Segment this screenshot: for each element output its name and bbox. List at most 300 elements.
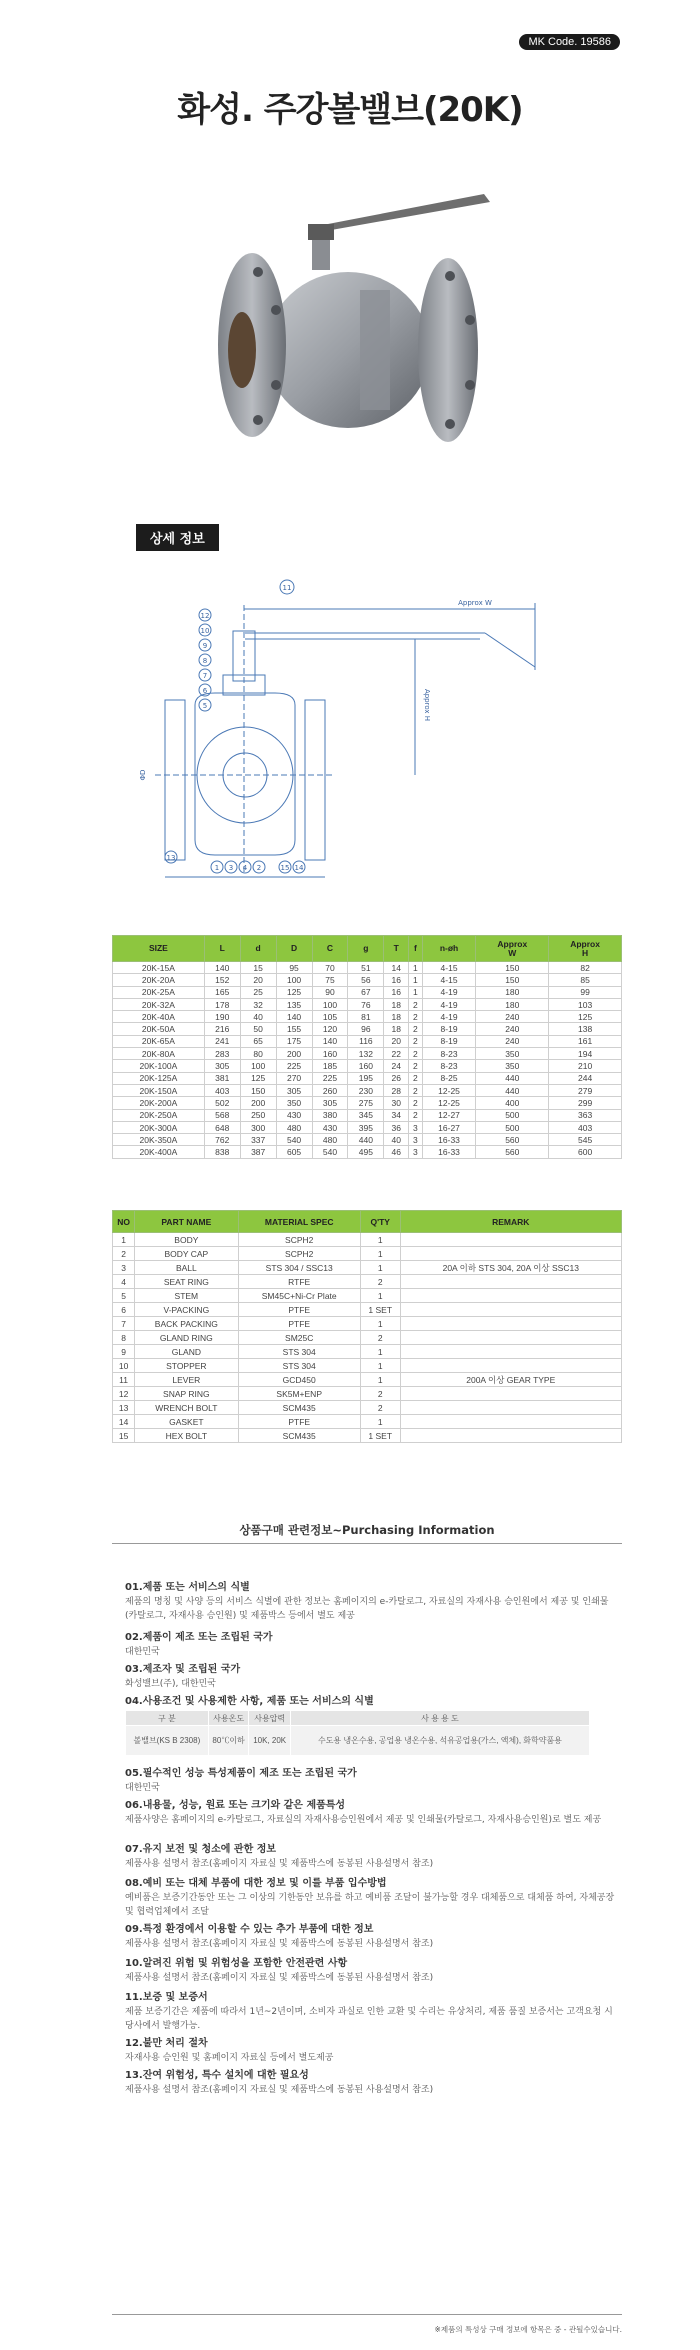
callout-15: 15 [280,864,290,872]
dim-cell: 120 [312,1023,348,1035]
dim-cell: 138 [549,1023,622,1035]
info-item-body: 화성밸브(주), 대한민국 [125,1679,216,1689]
dim-cell: 279 [549,1084,622,1096]
dim-cell: 34 [384,1109,409,1121]
part-header-cell: Q'TY [360,1211,400,1233]
dim-cell: 132 [348,1048,384,1060]
dim-table-row [113,1072,622,1084]
dim-cell: 46 [384,1146,409,1158]
part-cell: STS 304 / SSC13 [238,1261,360,1275]
dim-table-row [113,1097,622,1109]
dim-cell: 16-33 [422,1146,476,1158]
dim-cell: 8-19 [422,1023,476,1035]
dim-cell: 225 [276,1060,312,1072]
dim-cell: 2 [409,1011,423,1023]
dim-cell: 210 [549,1060,622,1072]
dim-cell: 230 [348,1084,384,1096]
callout-14: 14 [294,864,304,872]
use-cell: 볼밸브(KS B 2308) [126,1726,209,1756]
dim-cell: 216 [204,1023,240,1035]
dim-cell: 20K-100A [113,1060,205,1072]
part-cell: STS 304 [238,1345,360,1359]
dim-cell: 140 [204,962,240,974]
dim-cell: 105 [312,1011,348,1023]
part-cell: LEVER [135,1373,238,1387]
part-table-row [113,1401,622,1415]
part-cell: 8 [113,1331,135,1345]
use-header-cell: 사용온도 [208,1711,249,1726]
part-cell [400,1359,621,1373]
part-cell: 1 [360,1289,400,1303]
part-table-row [113,1247,622,1261]
part-cell: STS 304 [238,1359,360,1373]
dim-cell: 4-19 [422,986,476,998]
dim-table-row [113,986,622,998]
part-table-row [113,1429,622,1443]
dim-cell: 32 [240,998,276,1010]
part-table-row [113,1331,622,1345]
part-cell [400,1275,621,1289]
part-header-cell: REMARK [400,1211,621,1233]
info-item [125,1920,615,1951]
dim-cell: 400 [476,1097,549,1109]
callout-2: 2 [256,864,262,872]
dim-cell: 75 [312,974,348,986]
dim-cell: 15 [240,962,276,974]
dim-header-cell: g [348,936,384,962]
use-cell: 수도용 냉온수용, 공업용 냉온수용, 석유공업용(가스, 액체), 화학약품용 [290,1726,589,1756]
dim-cell: 8-23 [422,1060,476,1072]
dim-cell: 14 [384,962,409,974]
dim-cell: 250 [240,1109,276,1121]
part-cell: BODY [135,1233,238,1247]
part-cell: 200A 이상 GEAR TYPE [400,1373,621,1387]
dim-cell: 165 [204,986,240,998]
dim-cell: 430 [276,1109,312,1121]
dim-cell: 100 [276,974,312,986]
part-cell: SCPH2 [238,1247,360,1261]
info-item-body: 제품사용 설명서 참조(홈페이지 자료실 및 제품박스에 동봉된 사용설명서 참조) [125,1973,434,1983]
dim-cell: 3 [409,1146,423,1158]
dim-cell: 2 [409,1035,423,1047]
dim-cell: 140 [276,1011,312,1023]
dim-cell: 20K-300A [113,1121,205,1133]
dim-cell: 225 [312,1072,348,1084]
part-table-row [113,1359,622,1373]
dim-cell: 36 [384,1121,409,1133]
dim-cell: 150 [476,974,549,986]
part-cell: 1 SET [360,1429,400,1443]
dim-cell: 2 [409,1097,423,1109]
dim-cell: 16 [384,974,409,986]
dim-cell: 387 [240,1146,276,1158]
dim-header-cell: f [409,936,423,962]
dim-cell: 20 [240,974,276,986]
part-cell: PTFE [238,1303,360,1317]
part-cell: 4 [113,1275,135,1289]
part-cell: 10 [113,1359,135,1373]
info-item [125,1692,615,1756]
dim-cell: 283 [204,1048,240,1060]
callout-4: 4 [242,864,248,872]
dim-cell: 25 [240,986,276,998]
part-cell: BODY CAP [135,1247,238,1261]
dim-table-row [113,1023,622,1035]
part-cell: 7 [113,1317,135,1331]
part-cell: SCM435 [238,1429,360,1443]
part-table-row [113,1415,622,1429]
part-cell [400,1303,621,1317]
dim-cell: 12-27 [422,1109,476,1121]
dim-header-cell: d [240,936,276,962]
dim-cell: 70 [312,962,348,974]
dim-cell: 200 [276,1048,312,1060]
part-cell: 6 [113,1303,135,1317]
info-item-heading: 01.제품 또는 서비스의 식별 [125,1582,250,1593]
callout-8: 8 [202,657,208,665]
dim-cell: 4-19 [422,1011,476,1023]
dim-cell: 22 [384,1048,409,1060]
dim-cell: 195 [348,1072,384,1084]
part-table-row [113,1387,622,1401]
part-table-row [113,1303,622,1317]
dim-cell: 305 [276,1084,312,1096]
dim-cell: 240 [476,1023,549,1035]
part-cell: 1 [360,1359,400,1373]
part-cell: SM45C+Ni-Cr Plate [238,1289,360,1303]
callout-9: 9 [202,642,208,650]
dim-cell: 24 [384,1060,409,1072]
part-header-cell: NO [113,1211,135,1233]
dim-cell: 103 [549,998,622,1010]
info-item [125,1796,615,1827]
dim-cell: 28 [384,1084,409,1096]
dim-cell: 20K-40A [113,1011,205,1023]
dim-table-row [113,1121,622,1133]
dim-cell: 125 [549,1011,622,1023]
dim-table-row [113,962,622,974]
dim-header-cell: SIZE [113,936,205,962]
dim-cell: 12-25 [422,1097,476,1109]
info-item [125,1840,615,1871]
callout-6: 6 [202,687,208,695]
part-cell: BACK PACKING [135,1317,238,1331]
dim-cell: 363 [549,1109,622,1121]
dim-cell: 240 [476,1011,549,1023]
dim-cell: 16 [384,986,409,998]
dim-cell: 20K-25A [113,986,205,998]
dim-cell: 161 [549,1035,622,1047]
part-cell: 2 [360,1275,400,1289]
callout-3: 3 [228,864,234,872]
dim-table-row [113,998,622,1010]
part-cell: 1 [360,1233,400,1247]
dim-table-row [113,1134,622,1146]
dim-cell: 20K-80A [113,1048,205,1060]
info-item-heading: 08.예비 또는 대체 부품에 대한 정보 및 이를 부품 입수방법 [125,1878,387,1889]
info-item-heading: 11.보증 및 보증서 [125,1992,208,2003]
info-item-body: 예비품은 보증기간동안 또는 그 이상의 기한동안 보유를 하고 예비품 조달이 불가능할 경우 대체품으로 대체품 하여, 자체공장 및 협력업체에서 조달 [125,1893,615,1917]
part-cell: 2 [360,1387,400,1401]
dim-cell: 152 [204,974,240,986]
dim-table-row [113,1011,622,1023]
dim-header-cell: Approx H [549,936,622,962]
info-item [125,1660,615,1691]
info-item-body: 제품 보증기간은 제품에 따라서 1년~2년이며, 소비자 과실로 인한 교환 및 수리는 유상처리, 제품 품질 보증서는 고객요청 시 당사에서 발행가능. [125,2007,613,2031]
info-item-heading: 09.특정 환경에서 이용할 수 있는 추가 부품에 대한 정보 [125,1924,374,1935]
part-cell: SK5M+ENP [238,1387,360,1401]
part-cell [400,1331,621,1345]
part-cell: STOPPER [135,1359,238,1373]
dim-cell: 155 [276,1023,312,1035]
dim-cell: 1 [409,986,423,998]
info-item [125,1764,615,1795]
part-cell: 14 [113,1415,135,1429]
dim-cell: 3 [409,1121,423,1133]
part-cell: GLAND RING [135,1331,238,1345]
use-cell: 80℃이하 [208,1726,249,1756]
dim-table-row [113,1048,622,1060]
dim-cell: 395 [348,1121,384,1133]
info-item [125,1578,615,1623]
info-item [125,2034,615,2065]
use-condition-table [125,1710,590,1756]
part-cell [400,1345,621,1359]
dim-cell: 76 [348,998,384,1010]
dim-cell: 648 [204,1121,240,1133]
dim-cell: 350 [276,1097,312,1109]
dim-cell: 500 [476,1121,549,1133]
dim-cell: 100 [240,1060,276,1072]
dim-cell: 380 [312,1109,348,1121]
dim-cell: 350 [476,1060,549,1072]
dim-cell: 4-15 [422,962,476,974]
info-item-heading: 03.제조자 및 조립된 국가 [125,1664,241,1675]
part-cell: 1 [360,1345,400,1359]
dim-table-row [113,1060,622,1072]
dim-cell: 80 [240,1048,276,1060]
dim-table-row [113,974,622,986]
dim-cell: 90 [312,986,348,998]
part-cell: SEAT RING [135,1275,238,1289]
dim-cell: 20K-20A [113,974,205,986]
info-item-heading: 10.알려진 위험 및 위험성을 포함한 안전관련 사항 [125,1958,348,1969]
part-cell [400,1415,621,1429]
part-cell: 2 [360,1331,400,1345]
info-item-body: 대한민국 [125,1783,160,1793]
dim-cell: 16-33 [422,1134,476,1146]
dim-cell: 20K-150A [113,1084,205,1096]
part-cell: GASKET [135,1415,238,1429]
callout-13: 13 [166,854,176,862]
info-item-heading: 12.불만 처리 절차 [125,2038,208,2049]
dim-cell: 180 [476,986,549,998]
dim-cell: 244 [549,1072,622,1084]
use-header-cell: 사용압력 [249,1711,290,1726]
part-cell: BALL [135,1261,238,1275]
dim-header-cell: Approx W [476,936,549,962]
dim-cell: 150 [240,1084,276,1096]
part-cell: 15 [113,1429,135,1443]
dim-header-cell: D [276,936,312,962]
dim-cell: 480 [276,1121,312,1133]
part-cell: HEX BOLT [135,1429,238,1443]
part-cell [400,1387,621,1401]
part-cell [400,1233,621,1247]
part-cell: 1 [113,1233,135,1247]
use-header-cell: 사 용 용 도 [290,1711,589,1726]
dim-table-row [113,1084,622,1096]
dim-cell: 299 [549,1097,622,1109]
parts-table [112,1210,622,1443]
part-cell: STEM [135,1289,238,1303]
dim-cell: 99 [549,986,622,998]
info-item-body: 제품사양은 홈페이지의 e-카탈로그, 자료실의 자재사용승인원에서 제공 및 인쇄물(카탈로그, 자재사용승인원)로 별도 제공 [125,1815,602,1825]
part-cell [400,1317,621,1331]
dim-cell: 20K-350A [113,1134,205,1146]
dim-header-cell: L [204,936,240,962]
dim-cell: 270 [276,1072,312,1084]
dim-cell: 20K-125A [113,1072,205,1084]
dim-cell: 440 [476,1072,549,1084]
part-cell: 1 [360,1261,400,1275]
label-approx-h: Approx H [423,688,431,722]
dim-cell: 40 [240,1011,276,1023]
dim-cell: 440 [476,1084,549,1096]
dim-cell: 140 [312,1035,348,1047]
dim-cell: 403 [549,1121,622,1133]
info-item-heading: 06.내용물, 성능, 원료 또는 크기와 같은 제품특성 [125,1800,346,1811]
dim-cell: 20K-32A [113,998,205,1010]
part-cell: 1 [360,1373,400,1387]
dim-cell: 81 [348,1011,384,1023]
dim-cell: 560 [476,1134,549,1146]
part-cell: 13 [113,1401,135,1415]
info-item-heading: 05.필수적인 성능 특성제품이 제조 또는 조립된 국가 [125,1768,357,1779]
part-header-cell: MATERIAL SPEC [238,1211,360,1233]
part-cell: SNAP RING [135,1387,238,1401]
part-table-row [113,1261,622,1275]
part-cell: 9 [113,1345,135,1359]
part-cell [400,1247,621,1261]
dim-header-cell: T [384,936,409,962]
info-item-body: 제품사용 설명서 참조(홈페이지 자료실 및 제품박스에 동봉된 사용설명서 참조) [125,2085,434,2095]
dim-cell: 2 [409,1072,423,1084]
dim-cell: 1 [409,962,423,974]
dim-cell: 18 [384,998,409,1010]
dim-cell: 838 [204,1146,240,1158]
info-item-heading: 02.제품이 제조 또는 조립된 국가 [125,1632,273,1643]
dim-cell: 430 [312,1121,348,1133]
dim-cell: 300 [240,1121,276,1133]
dim-cell: 82 [549,962,622,974]
footer-divider [112,2314,622,2315]
part-cell: 1 [360,1317,400,1331]
part-cell: 20A 이하 STS 304, 20A 이상 SSC13 [400,1261,621,1275]
dim-cell: 350 [476,1048,549,1060]
dim-cell: 150 [476,962,549,974]
part-cell: PTFE [238,1317,360,1331]
dim-cell: 4-19 [422,998,476,1010]
use-cell: 10K, 20K [249,1726,290,1756]
part-header-cell: PART NAME [135,1211,238,1233]
dim-cell: 2 [409,1060,423,1072]
dim-cell: 100 [312,998,348,1010]
part-table-row [113,1275,622,1289]
product-photo [200,180,500,470]
dim-cell: 305 [204,1060,240,1072]
part-cell: 2 [360,1401,400,1415]
part-cell: 2 [113,1247,135,1261]
dim-cell: 16-27 [422,1121,476,1133]
dim-cell: 20K-400A [113,1146,205,1158]
dim-cell: 56 [348,974,384,986]
part-cell: SCPH2 [238,1233,360,1247]
dim-cell: 8-19 [422,1035,476,1047]
part-cell: SM25C [238,1331,360,1345]
dim-cell: 4-15 [422,974,476,986]
dim-cell: 2 [409,1023,423,1035]
dim-cell: 568 [204,1109,240,1121]
dim-cell: 241 [204,1035,240,1047]
dim-cell: 135 [276,998,312,1010]
dim-table-row [113,1146,622,1158]
dim-cell: 545 [549,1134,622,1146]
dim-cell: 20K-50A [113,1023,205,1035]
callout-5: 5 [202,702,208,710]
info-item-body: 제품의 명칭 및 사양 등의 서비스 식별에 관한 정보는 홈페이지의 e-카탈로그, 자료실의 자재사용 승인원에서 제공 및 인쇄물(카탈로그, 자재사용 승인원) 및 제품박스 등에서 별도 제공 [125,1597,609,1621]
dim-cell: 67 [348,986,384,998]
label-approx-w: Approx W [458,599,492,607]
dim-cell: 440 [348,1134,384,1146]
dim-cell: 190 [204,1011,240,1023]
dim-label-D: ΦD [139,769,147,781]
part-cell: GLAND [135,1345,238,1359]
dim-cell: 345 [348,1109,384,1121]
dim-cell: 160 [348,1060,384,1072]
dim-cell: 275 [348,1097,384,1109]
callout-11: 11 [282,584,292,592]
dim-cell: 96 [348,1023,384,1035]
dim-cell: 160 [312,1048,348,1060]
dim-cell: 540 [276,1134,312,1146]
dim-cell: 40 [384,1134,409,1146]
info-item-heading: 04.사용조건 및 사용제한 사항, 제품 또는 서비스의 식별 [125,1696,374,1707]
dim-cell: 18 [384,1011,409,1023]
info-item [125,1988,615,2033]
part-table-row [113,1233,622,1247]
dim-cell: 50 [240,1023,276,1035]
dim-cell: 480 [312,1134,348,1146]
part-cell: PTFE [238,1415,360,1429]
dim-cell: 12-25 [422,1084,476,1096]
dim-header-cell: C [312,936,348,962]
part-cell: 1 [360,1415,400,1429]
dim-cell: 500 [476,1109,549,1121]
info-item [125,1874,615,1919]
detail-info-badge: 상세 정보 [136,524,219,551]
part-cell: WRENCH BOLT [135,1401,238,1415]
dim-table-row [113,1109,622,1121]
dim-cell: 20K-200A [113,1097,205,1109]
dim-cell: 20 [384,1035,409,1047]
part-cell: 1 [360,1247,400,1261]
use-header-cell: 구 분 [126,1711,209,1726]
dim-cell: 65 [240,1035,276,1047]
dim-cell: 260 [312,1084,348,1096]
footer-note: ※제품의 특성상 구매 정보에 항목은 중 - 관될수있습니다. [434,2325,622,2334]
dim-cell: 116 [348,1035,384,1047]
